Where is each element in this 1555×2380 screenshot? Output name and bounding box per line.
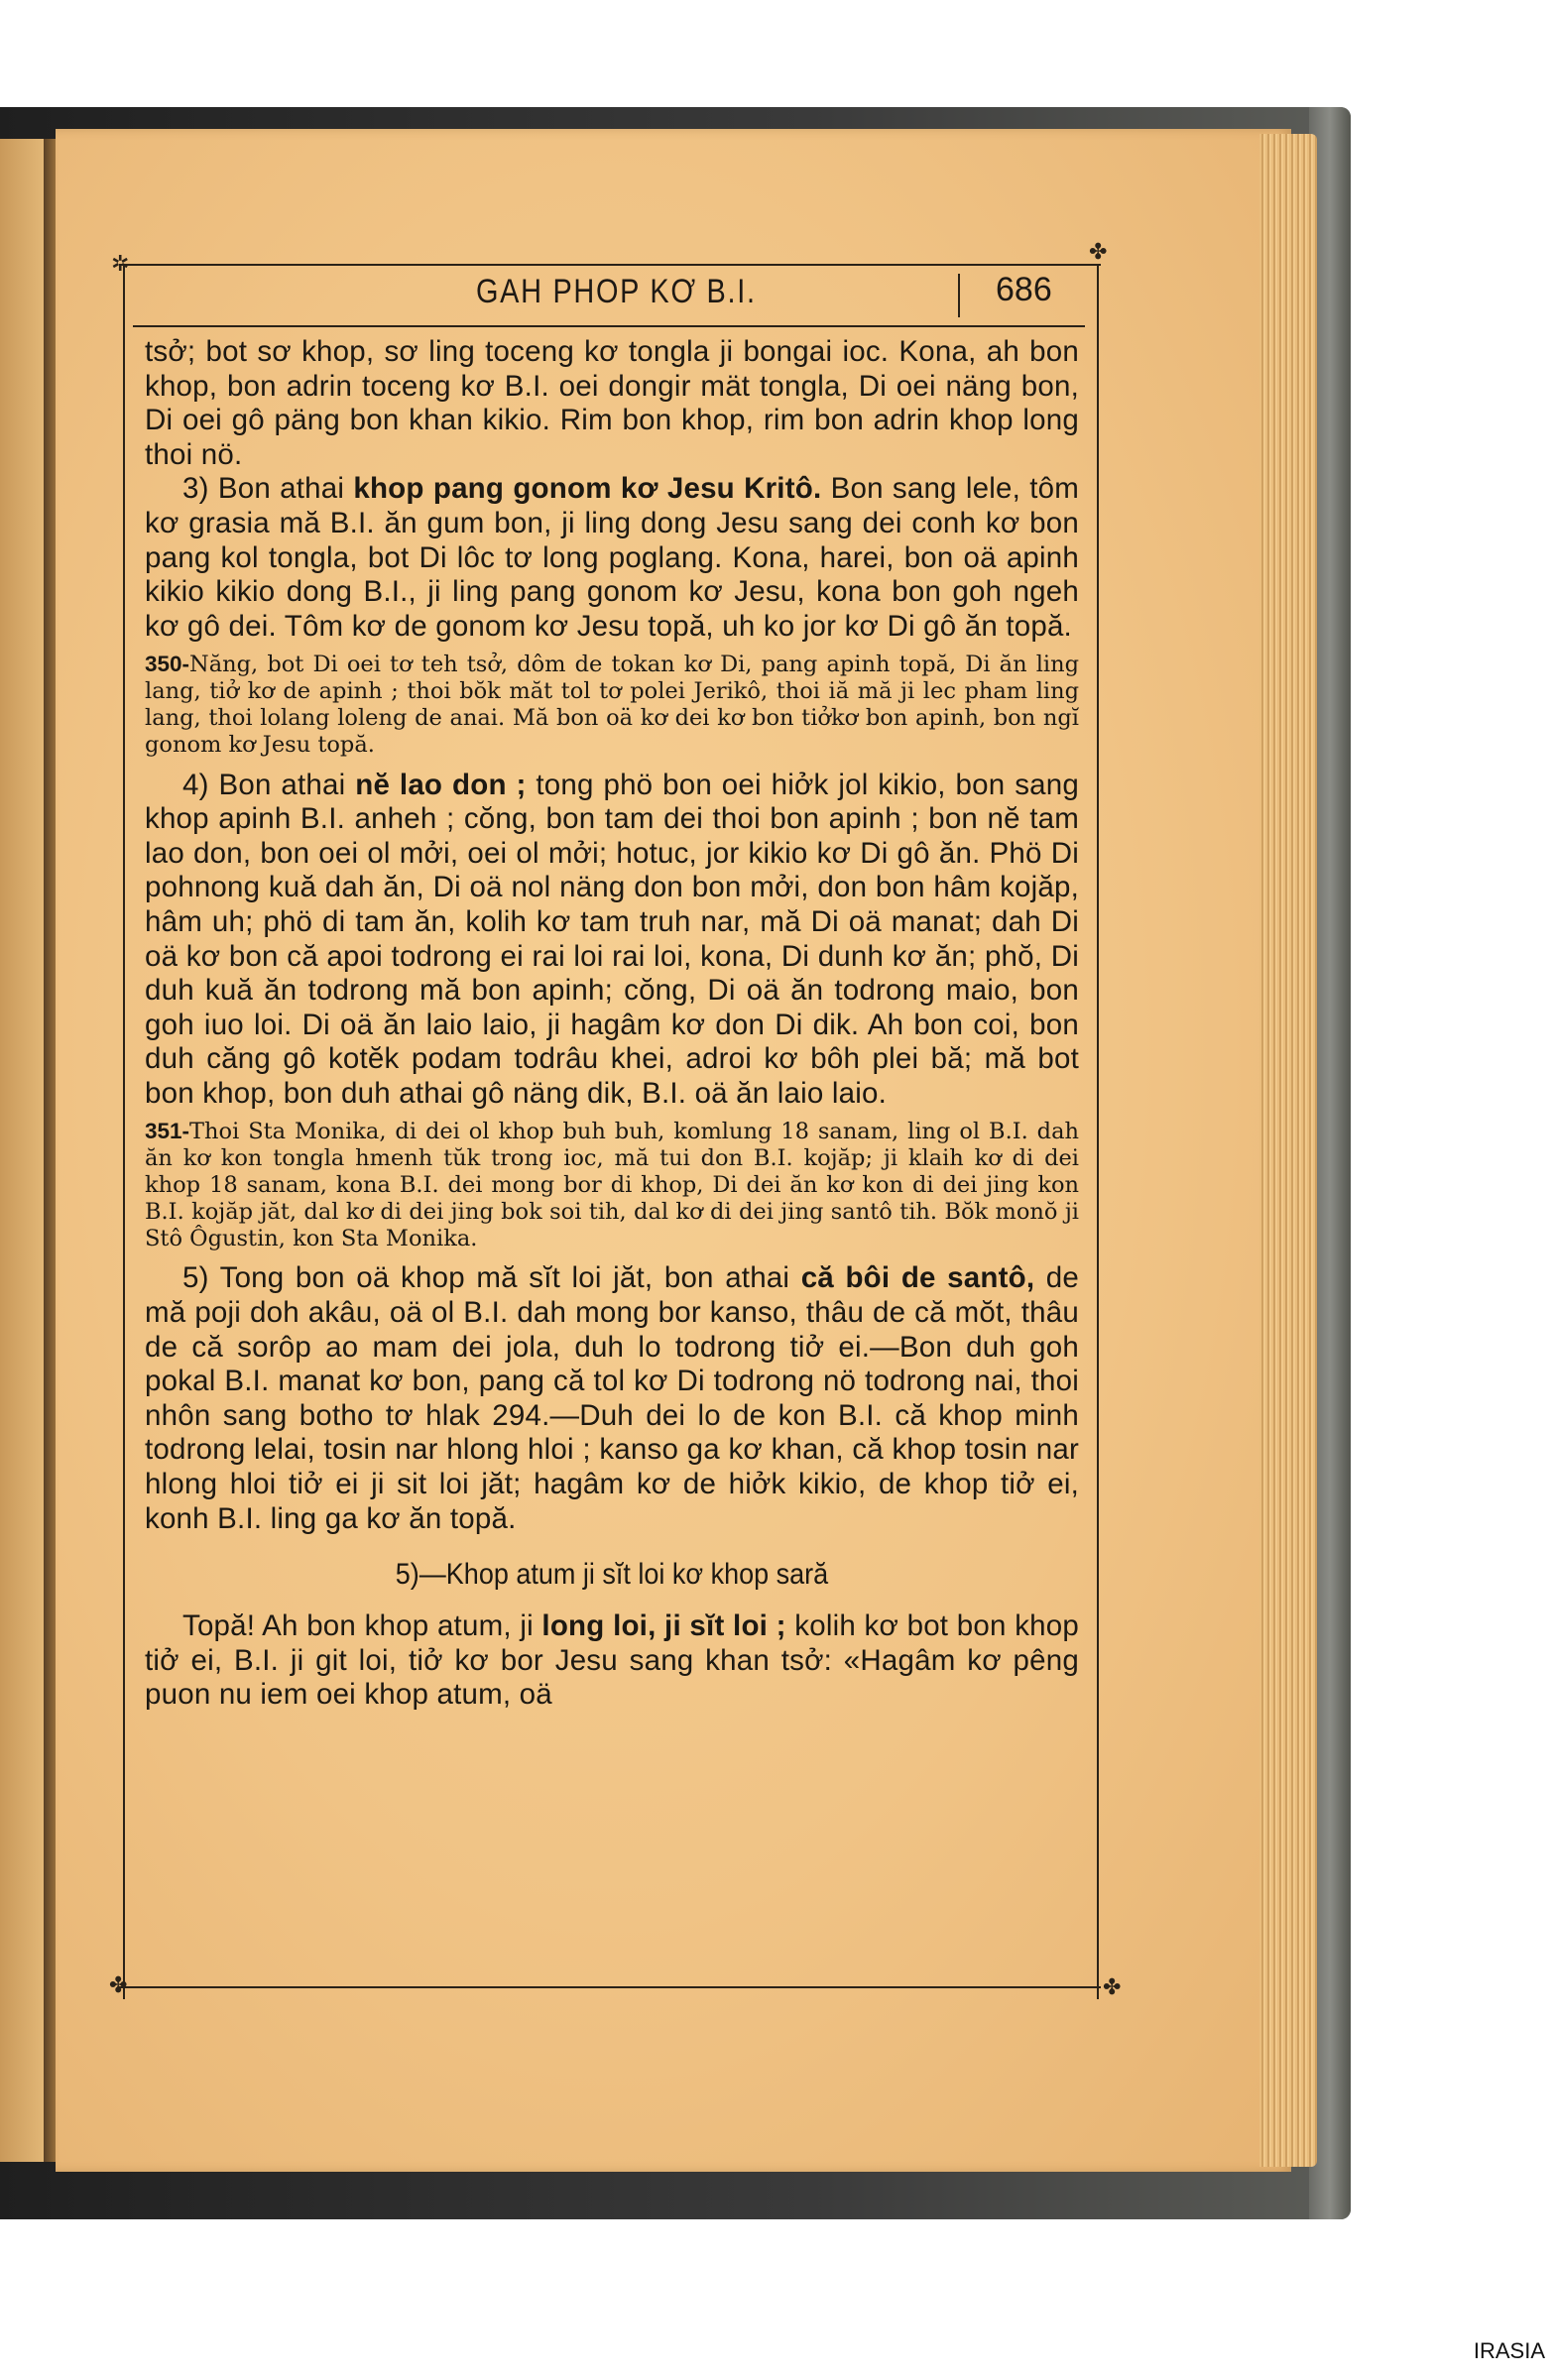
facing-page-edge bbox=[0, 139, 46, 2162]
watermark: IRASIA bbox=[1473, 2338, 1545, 2363]
header-separator bbox=[958, 274, 960, 317]
footnote-351: 351-Thoi Sta Monika, di dei ol khop buh buh, komlung 18 sanam, ling ol B.I. dah ăn kơ kon tongla hmenh tŭk trong ioc, mă tui don B.I. kojăp; ji klaih kơ di dei khop 18 sanam, kona B.I. dei mong bor di khop, Di dei ăn kơ kon di dei jing kon B.I. kojăp jăt, dal kơ di dei jing bok soi tih, dal kơ di dei jing santô tih. Bŏk monŏ ji Stô Ôgustin, kon Sta Monika. bbox=[145, 1119, 1079, 1251]
corner-ornament-icon: ✤ bbox=[109, 1973, 128, 1998]
paragraph: 4) Bon athai nĕ lao don ; tong phö bon oei hiởk jol kikio, bon sang khop apinh B.I. anheh ; cŏng, bon tam dei thoi bon apinh ; bon nĕ tam lao don, bon oei ol mởi, oei ol mởi; hotuc, jor kikio kơ Di gô ăn. Phö Di pohnong kuă dah ăn, Di oä nol näng don bon mởi, don bon hâm kojăp, hâm uh; phö di tam ăn, kolih kơ tam truh nar, mă Di oä manat; dah Di oä kơ bon că apoi todrong ei rai loi rai loi, kona, Di dunh kơ ăn; phŏ, Di duh kuă ăn todrong mă bon apinh; cŏng, Di oä ăn todrong maio, bon goh iuo loi. Di oä ăn laio laio, ji hagâm kơ don Di dik. Ah bon coi, bon duh căng gô kotĕk podam todrâu khei, adroi kơ bôh plei bă; mă bot bon khop, bon duh athai gô näng dik, B.I. oä ăn laio laio. bbox=[145, 768, 1079, 1110]
header-rule bbox=[133, 325, 1085, 327]
top-rule bbox=[119, 264, 1101, 266]
paragraph: tsở; bot sơ khop, sơ ling toceng kơ tongla ji bongai ioc. Kona, ah bon khop, bon adrin toceng kơ B.I. oei dongir mät tongla, Di oei näng bon, Di oei gô päng bon khan kikio. Rim bon khop, rim bon adrin khop long thoi nö. bbox=[145, 335, 1079, 471]
section-heading: 5)—Khop atum ji sĭt loi kơ khop sară bbox=[395, 1558, 829, 1592]
paragraph: 5) Tong bon oä khop mă sĭt loi jăt, bon athai că bôi de santô, de mă poji doh akâu, oä ol B.I. dah mong bor kanso, thâu de că mŏt, thâu de că sorôp ao mam dei jola, duh lo todrong tiở ei.—Bon duh goh pokal B.I. manat kơ bon, pang că tol kơ Di todrong nö todrong nai, thoi nhôn sang botho tơ hlak 294.—Duh dei lo de kon B.I. că khop minh todrong lelai, tosin nar hlong hloi ; kanso ga kơ khan, că khop tosin nar hlong hloi tiở ei ji sit loi jăt; hagâm kơ de hiởk kikio, de khop tiở ei, konh B.I. ling ga kơ ăn topă. bbox=[145, 1261, 1079, 1535]
paragraph: Topă! Ah bon khop atum, ji long loi, ji sĭt loi ; kolih kơ bot bon khop tiở ei, B.I. ji git loi, tiở kơ bor Jesu sang khan tsở: «Hagâm kơ pêng puon nu iem oei khop atum, oä bbox=[145, 1609, 1079, 1712]
corner-ornament-icon: ✤ bbox=[1103, 1975, 1122, 2000]
footnote-350: 350-Năng, bot Di oei tơ teh tsở, dôm de tokan kơ Di, pang apinh topă, Di ăn ling lang, tiở kơ de apinh ; thoi bŏk măt tol tơ polei Jerikô, thoi iă mă ji lec pham ling lang, thoi lolang loleng de anai. Mă bon oä kơ dei kơ bon tiởkơ bon apinh, bon ngĭ gonom kơ Jesu topă. bbox=[145, 652, 1079, 758]
page-body bbox=[145, 335, 1079, 1713]
paragraph: 3) Bon athai khop pang gonom kơ Jesu Kritô. Bon sang lele, tôm kơ grasia mă B.I. ăn gum bon, ji ling dong Jesu sang dei conh kơ bon pang kol tongla, bot Di lôc tơ long poglang. Kona, harei, bon oä apinh kikio kikio dong B.I., ji ling pang gonom kơ Jesu, kona bon goh ngeh kơ gô dei. Tôm kơ de gonom kơ Jesu topă, uh ko jor kơ Di gô ăn topă. bbox=[145, 472, 1079, 643]
corner-ornament-icon: ✤ bbox=[1089, 240, 1108, 265]
page-number: 686 bbox=[996, 271, 1052, 308]
corner-ornament-icon: ✲ bbox=[111, 252, 130, 277]
page-stack-edge bbox=[1259, 134, 1317, 2167]
bottom-rule bbox=[119, 1986, 1101, 1988]
running-header-title: GAH PHOP KƠ B.I. bbox=[476, 273, 757, 310]
